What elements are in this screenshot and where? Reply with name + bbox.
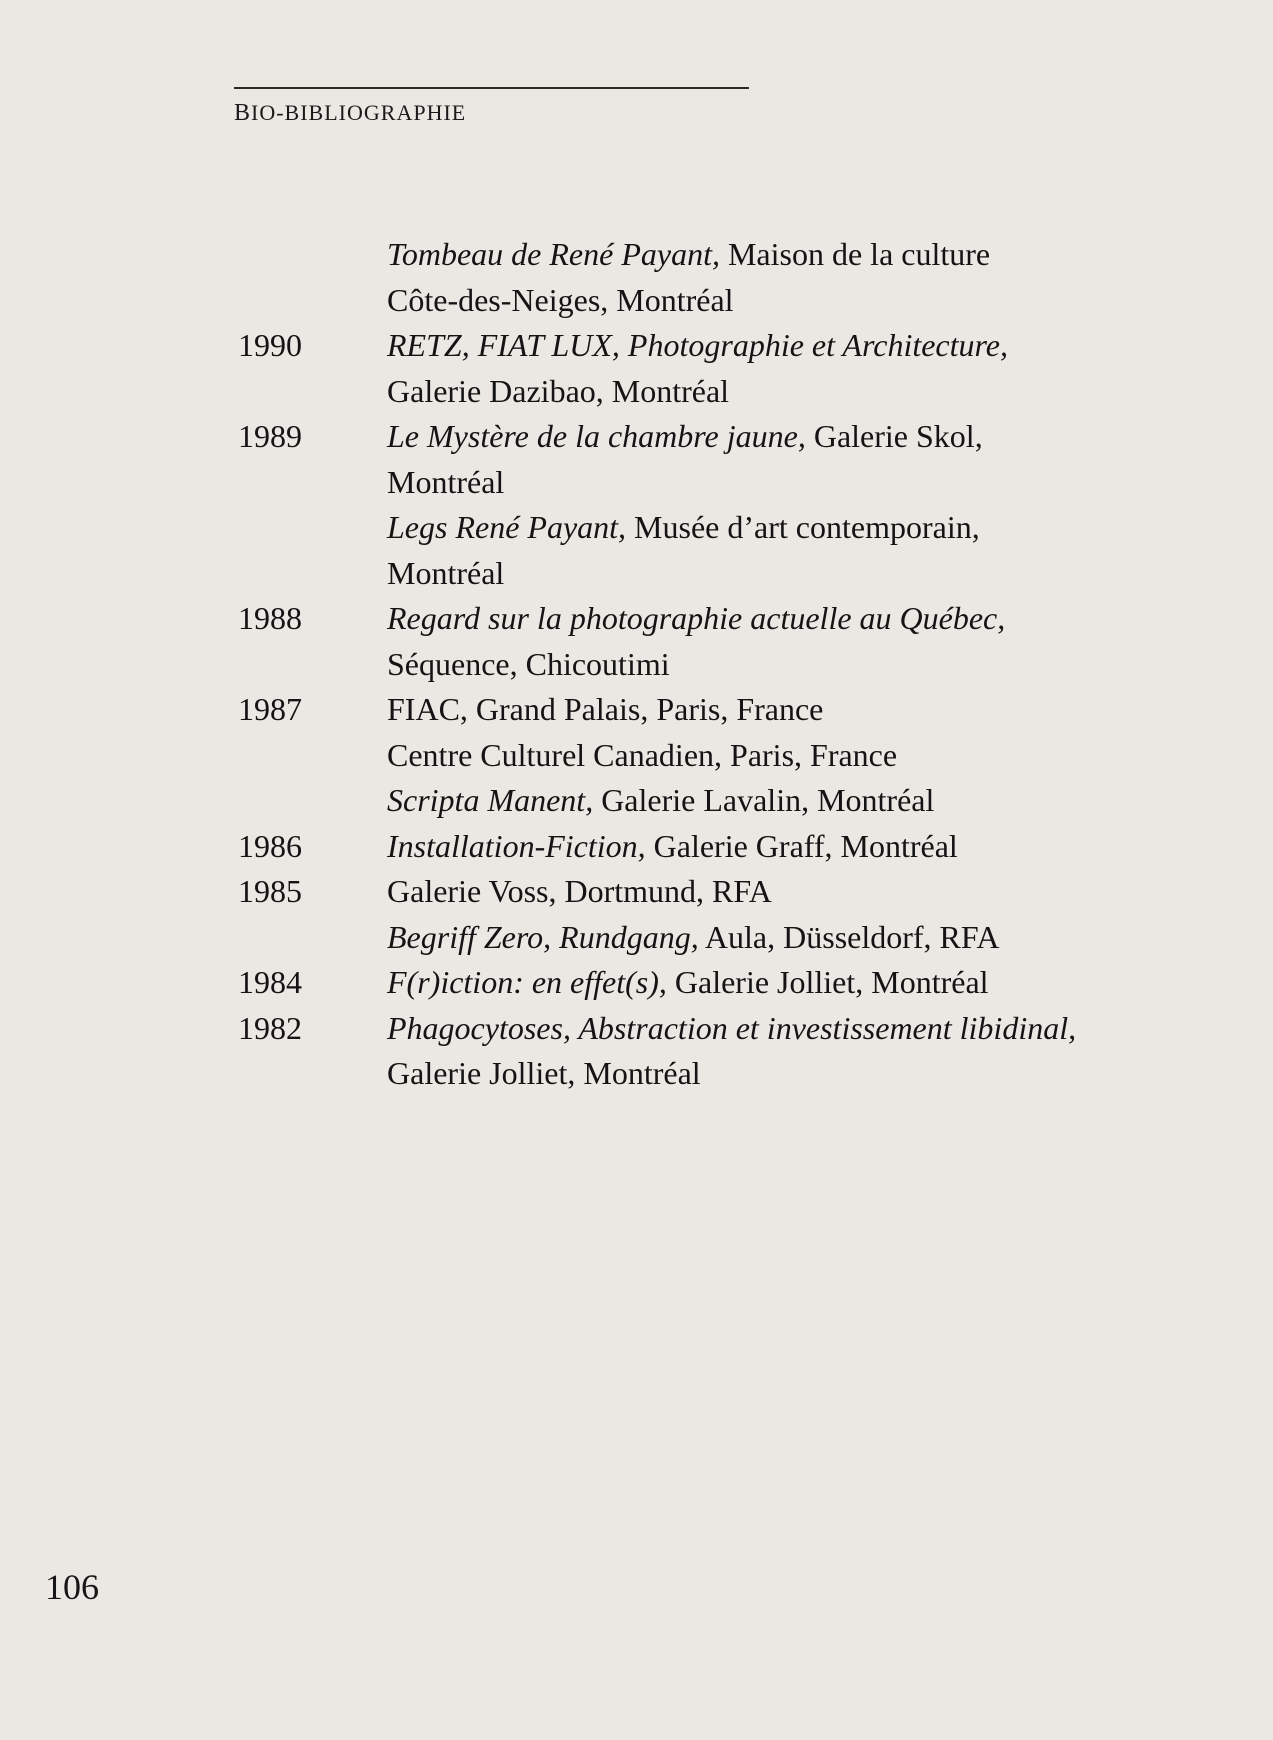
entry-venue: Musée d’art contemporain, bbox=[626, 509, 980, 545]
list-item bbox=[238, 596, 1118, 642]
entry-venue: Montréal bbox=[387, 463, 505, 500]
entry-year: 1985 bbox=[238, 873, 302, 909]
entry-text bbox=[387, 824, 1118, 870]
entry-venue: Centre Culturel Canadien, Paris, France bbox=[387, 736, 898, 773]
entry-venue: FIAC, Grand Palais, Paris, France bbox=[387, 691, 824, 727]
entry-title: Scripta Manent, bbox=[387, 782, 594, 818]
entry-text bbox=[387, 960, 1118, 1006]
entry-year: 1982 bbox=[238, 1009, 302, 1046]
list-item bbox=[238, 505, 1118, 551]
entry-venue: Galerie Jolliet, Montréal bbox=[387, 1055, 701, 1091]
page-number: 106 bbox=[45, 1567, 99, 1607]
list-item bbox=[238, 1051, 1118, 1097]
entry-year: 1986 bbox=[238, 827, 302, 864]
entry-venue: Galerie Jolliet, Montréal bbox=[666, 964, 989, 1000]
entry-venue: Galerie Graff, Montréal bbox=[645, 827, 958, 864]
entry-text bbox=[387, 369, 1118, 415]
list-item bbox=[238, 278, 1118, 324]
entry-venue: Aula, Düsseldorf, RFA bbox=[698, 918, 1000, 955]
entry-text bbox=[387, 687, 1118, 733]
entry-year: 1984 bbox=[238, 964, 302, 1000]
entry-text bbox=[387, 1006, 1118, 1052]
entry-text bbox=[387, 460, 1118, 506]
entry-text bbox=[387, 278, 1118, 324]
entry-venue: Montréal bbox=[387, 554, 505, 591]
list-item bbox=[238, 414, 1118, 460]
list-item bbox=[238, 960, 1118, 1006]
list-item bbox=[238, 642, 1118, 688]
header-rule bbox=[234, 87, 749, 89]
entry-title: Tombeau de René Payant, bbox=[387, 236, 720, 272]
list-item bbox=[238, 869, 1118, 915]
entry-title: Begriff Zero, Rundgang, bbox=[387, 918, 699, 955]
entry-title: Phagocytoses, Abstraction et investissement libidinal, bbox=[387, 1009, 1077, 1046]
list-item bbox=[238, 778, 1118, 824]
entry-title: Legs René Payant, bbox=[387, 509, 627, 545]
list-item bbox=[238, 551, 1118, 597]
entry-text bbox=[387, 642, 1118, 688]
list-item bbox=[238, 824, 1118, 870]
entry-text bbox=[387, 733, 1118, 779]
list-item bbox=[238, 323, 1118, 369]
list-item bbox=[238, 1006, 1118, 1052]
list-item bbox=[238, 915, 1118, 961]
running-head bbox=[234, 100, 466, 127]
entry-venue: Séquence, Chicoutimi bbox=[387, 645, 670, 682]
running-head-rest: IO-BIBLIOGRAPHIE bbox=[251, 100, 467, 125]
entry-title: RETZ, FIAT LUX, Photographie et Architecture, bbox=[387, 327, 1008, 363]
entry-title: F(r)iction: en effet(s), bbox=[387, 964, 667, 1000]
exhibition-list bbox=[238, 232, 1118, 1097]
list-item bbox=[238, 733, 1118, 779]
entry-year: 1988 bbox=[238, 600, 302, 636]
entry-title: Le Mystère de la chambre jaune, bbox=[387, 418, 806, 454]
entry-text bbox=[387, 869, 1118, 915]
entry-venue: Côte-des-Neiges, Montréal bbox=[387, 281, 734, 318]
entry-text bbox=[387, 1051, 1118, 1097]
list-item bbox=[238, 369, 1118, 415]
entry-text bbox=[387, 232, 1118, 278]
entry-text bbox=[387, 414, 1118, 460]
entry-text bbox=[387, 323, 1118, 369]
entry-year: 1990 bbox=[238, 327, 302, 363]
list-item bbox=[238, 460, 1118, 506]
entry-text bbox=[387, 551, 1118, 597]
running-head-initial: B bbox=[234, 100, 252, 126]
entry-year: 1987 bbox=[238, 691, 302, 727]
entry-year: 1989 bbox=[238, 418, 302, 454]
entry-title: Regard sur la photographie actuelle au Québec, bbox=[387, 600, 1006, 636]
entry-text bbox=[387, 505, 1118, 551]
entry-venue: Maison de la culture bbox=[719, 236, 991, 272]
entry-title: Installation-Fiction, bbox=[387, 827, 646, 864]
entry-venue: Galerie Skol, bbox=[805, 418, 983, 454]
entry-text bbox=[387, 915, 1118, 961]
entry-text bbox=[387, 778, 1118, 824]
entry-text bbox=[387, 596, 1118, 642]
list-item bbox=[238, 232, 1118, 278]
entry-venue: Galerie Dazibao, Montréal bbox=[387, 372, 730, 409]
entry-venue: Galerie Lavalin, Montréal bbox=[593, 782, 935, 818]
entry-venue: Galerie Voss, Dortmund, RFA bbox=[387, 873, 772, 909]
list-item bbox=[238, 687, 1118, 733]
